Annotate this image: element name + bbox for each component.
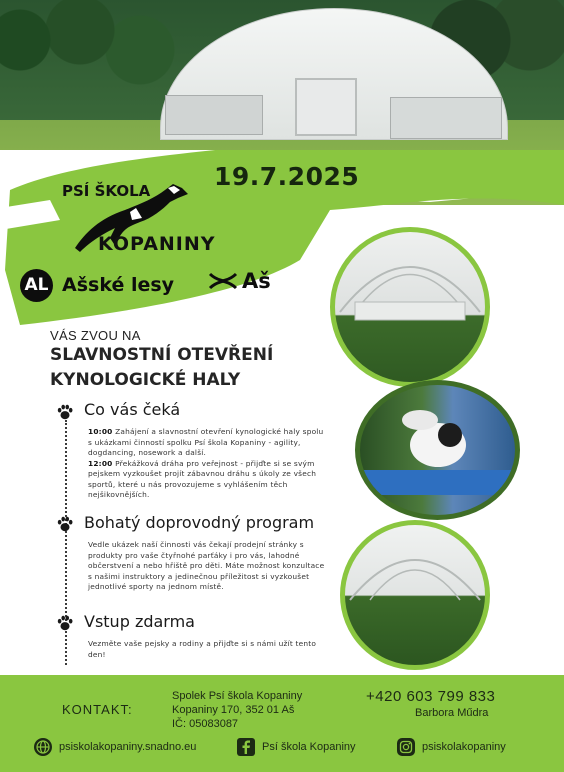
schedule-text: Překážková dráha pro veřejnost - přijďte si se svým pejskem vyzkoušet projít zábavnou dráhu s úkoly ze všech sportů, které u nás provozujeme s vyhlášením těch nejšikovnějších.	[88, 458, 317, 499]
social-facebook-label: Psí škola Kopaniny	[262, 741, 356, 753]
as-town-name: Aš	[242, 269, 271, 293]
section-body-free-entry: Vezměte vaše pejsky a rodiny a přijďte si s námi užít tento den!	[88, 639, 317, 659]
schedule-time: 10:00	[88, 427, 113, 436]
contact-org-id: IČ: 05083087	[172, 718, 239, 730]
instagram-icon	[396, 737, 416, 757]
agility-dog-photo	[355, 380, 520, 520]
hall-interior-photo	[330, 227, 490, 387]
as-town-logo	[208, 269, 271, 293]
social-instagram-label: psiskolakopaniny	[422, 741, 506, 753]
asske-lesy-emblem: AL	[20, 269, 53, 302]
social-instagram[interactable]	[396, 737, 506, 757]
school-logo-line1: PSÍ ŠKOLA	[62, 182, 151, 200]
paw-icon	[56, 515, 74, 533]
contact-organization	[172, 689, 302, 731]
school-logo	[58, 178, 243, 258]
globe-icon	[33, 737, 53, 757]
section-heading-free-entry: Vstup zdarma	[84, 612, 195, 631]
section-body-program	[88, 427, 328, 501]
section-body-side-program: Vedle ukázek naší činnosti vás čekají prodejní stránky s produkty pro vaše čtyřnohé parťáky i pro vás, lahodné občerstvení a nebo hřiště pro děti. Máte možnost konzultace s našimi instruktory a jedinečnou příležitost si vyzkoušet jednotlivé sporty na jednom místě.	[88, 540, 325, 591]
invite-line: VÁS ZVOU NA	[50, 328, 141, 343]
asske-lesy-logo	[20, 267, 174, 303]
section-heading-program: Co vás čeká	[84, 400, 181, 419]
social-web-label: psiskolakopaniny.snadno.eu	[59, 741, 197, 753]
schedule-text: Zahájení a slavnostní otevření kynologické haly spolu s ukázkami činností spolku Psí škola Kopaniny - agility, dogdancing, nosework a další.	[88, 427, 324, 457]
social-web[interactable]	[33, 737, 196, 757]
schedule-item	[88, 427, 328, 459]
schedule-item	[88, 459, 328, 501]
facebook-icon	[236, 737, 256, 757]
contact-org-address: Kopaniny 170, 352 01 Aš	[172, 704, 295, 716]
title-line1: SLAVNOSTNÍ OTEVŘENÍ	[50, 345, 274, 365]
title-line2: KYNOLOGICKÉ HALY	[50, 370, 241, 390]
schedule-time: 12:00	[88, 458, 113, 468]
contact-phone[interactable]: +420 603 799 833	[366, 688, 496, 705]
event-date: 19.7.2025	[214, 162, 360, 191]
paw-icon	[56, 403, 74, 421]
paw-icon	[56, 614, 74, 632]
school-logo-line2: KOPANINY	[98, 233, 216, 255]
contact-org-name: Spolek Psí škola Kopaniny	[172, 690, 303, 702]
hall-interior-photo-2	[340, 520, 490, 670]
contact-person: Barbora Műdra	[415, 707, 489, 719]
section-heading-side-program: Bohatý doprovodný program	[84, 513, 315, 532]
contact-label: KONTAKT:	[62, 702, 133, 717]
social-facebook[interactable]	[236, 737, 356, 757]
asske-lesy-name: Ašské lesy	[62, 274, 175, 296]
as-town-emblem-icon	[208, 270, 238, 292]
